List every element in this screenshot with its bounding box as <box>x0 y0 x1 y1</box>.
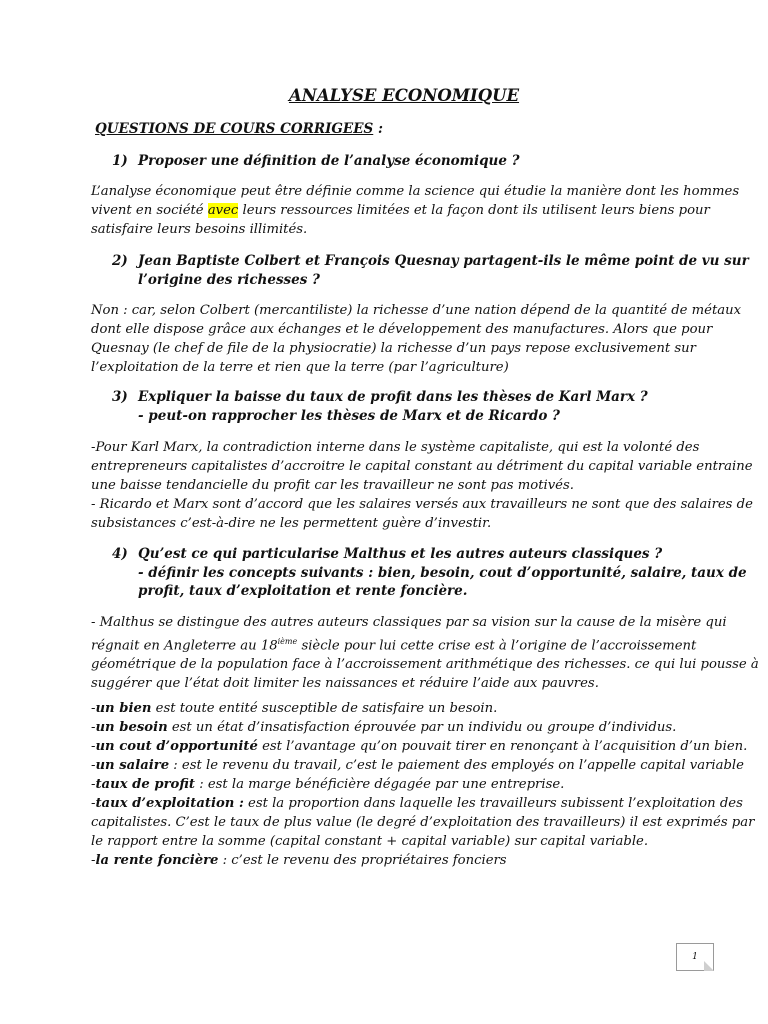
definition-text: est un état d’insatisfaction éprouvée par un individu ou groupe d’individus. <box>167 720 677 735</box>
definition-item <box>91 794 743 813</box>
question-text: l’origine des richesses ? <box>138 271 320 288</box>
question-number: 1) <box>112 153 128 169</box>
answer-line: - Ricardo et Marx sont d’accord que les salaires versés aux travailleurs ne sont que des salaires de <box>91 497 753 512</box>
answer-fragment: siècle pour lui cette crise est à l’origine de l’accroissement <box>297 638 697 654</box>
answer-line: une baisse tendancielle du profit car les travailleur ne sont pas motivés. <box>91 478 574 493</box>
page-number: 1 <box>692 952 698 962</box>
definition-dash: - <box>91 796 96 811</box>
definition-continuation: capitalistes. C’est le taux de plus value (le degré d’exploitation des travailleurs) il est exprimés par <box>91 815 755 830</box>
definition-item <box>91 718 691 737</box>
definition-item <box>91 737 748 756</box>
definition-dash: - <box>91 853 96 868</box>
definition-dash: - <box>91 739 96 754</box>
page-title: ANALYSE ECONOMIQUE <box>288 86 520 105</box>
definition-term: taux d’exploitation : <box>95 796 244 811</box>
definitions-list <box>91 699 755 870</box>
answer-line: l’exploitation de la terre et rien que la terre (par l’agriculture) <box>91 360 509 375</box>
definition-text: est la proportion dans laquelle les travailleurs subissent l’exploitation des <box>243 796 743 811</box>
answer-line: satisfaire leurs besoins illimités. <box>91 222 308 237</box>
question-number: 2) <box>112 253 128 269</box>
definition-dash: - <box>91 701 96 716</box>
question-4 <box>112 545 747 601</box>
answer-2 <box>91 301 742 377</box>
definition-term: un besoin <box>95 720 168 735</box>
question-text: Expliquer la baisse du taux de profit dans les thèses de Karl Marx ? <box>138 389 648 405</box>
superscript: ième <box>277 637 298 646</box>
question-text: Proposer une définition de l’analyse économique ? <box>138 153 520 169</box>
answer-line: géométrique de la population face à l’accroissement arithmétique des richesses. ce qui lui pousse à <box>91 657 759 673</box>
definition-dash: - <box>91 758 96 773</box>
page-curl-icon <box>704 961 714 971</box>
answer-fragment: régnait en Angleterre au 18 <box>91 638 278 654</box>
page-number-box <box>676 943 714 971</box>
definition-dash: - <box>91 720 96 735</box>
answer-line <box>91 632 697 655</box>
definition-item <box>91 851 691 870</box>
question-text: profit, taux d’exploitation et rente foncière. <box>138 583 468 599</box>
definition-term: un bien <box>95 701 152 716</box>
question-text: - peut-on rapprocher les thèses de Marx et de Ricardo ? <box>138 407 560 424</box>
question-1 <box>112 152 520 171</box>
answer-line: dont elle dispose grâce aux échanges et le développement des manufactures. Alors que pour <box>91 322 713 337</box>
definition-term: un cout d’opportunité <box>95 739 258 754</box>
answer-line: suggérer que l’état doit limiter les naissances et réduire l’aide aux pauvres. <box>91 676 599 692</box>
definition-continuation: le rapport entre la somme (capital constant + capital variable) sur capital variable. <box>91 834 649 849</box>
answer-fragment: leurs ressources limitées et la façon dont ils utilisent leurs biens pour <box>238 203 710 218</box>
highlighted-word: avec <box>207 203 239 218</box>
definition-term: un salaire <box>95 758 170 773</box>
question-text: Jean Baptiste Colbert et François Quesnay partagent-ils le même point de vu sur <box>138 253 749 269</box>
definition-text: : c’est le revenu des propriétaires fonciers <box>218 853 507 868</box>
answer-4 <box>91 613 759 693</box>
definition-item <box>91 699 691 718</box>
answer-line: -Pour Karl Marx, la contradiction interne dans le système capitaliste, qui est la volonté des <box>91 440 700 455</box>
question-number: 4) <box>112 546 128 562</box>
answer-fragment: vivent en société <box>91 203 208 218</box>
definition-item <box>91 756 744 775</box>
answer-line: subsistances c’est-à-dire ne les permettent guère d’investir. <box>91 516 492 531</box>
question-2 <box>112 252 749 289</box>
question-text: - définir les concepts suivants : bien, besoin, cout d’opportunité, salaire, taux de <box>138 564 747 581</box>
answer-1 <box>91 182 740 239</box>
definition-text: : est le revenu du travail, c’est le paiement des employés on l’appelle capital variable <box>169 758 744 773</box>
question-3 <box>112 388 648 425</box>
section-subtitle <box>95 121 383 137</box>
answer-line <box>91 201 710 220</box>
answer-line: entrepreneurs capitalistes d’accroitre le capital constant au détriment du capital variable entraine <box>91 459 753 474</box>
definition-term: taux de profit <box>95 777 195 792</box>
definition-text: est l’avantage qu’on pouvait tirer en renonçant à l’acquisition d’un bien. <box>257 739 748 754</box>
answer-3 <box>91 438 753 533</box>
definition-text: est toute entité susceptible de satisfaire un besoin. <box>151 701 498 716</box>
subtitle-text: QUESTIONS DE COURS CORRIGEES <box>95 121 374 137</box>
answer-line: - Malthus se distingue des autres auteurs classiques par sa vision sur la cause de la misère qui <box>91 615 727 630</box>
definition-item <box>91 775 691 794</box>
definition-text: : est la marge bénéficière dégagée par une entreprise. <box>195 777 565 792</box>
answer-line: Quesnay (le chef de file de la physiocratie) la richesse d’un pays repose exclusivement sur <box>91 341 696 356</box>
answer-line: Non : car, selon Colbert (mercantiliste) la richesse d’une nation dépend de la quantité de métaux <box>91 303 742 318</box>
question-text: Qu’est ce qui particularise Malthus et les autres auteurs classiques ? <box>138 546 663 562</box>
subtitle-suffix: : <box>373 121 383 137</box>
definition-dash: - <box>91 777 96 792</box>
answer-line: L’analyse économique peut être définie comme la science qui étudie la manière dont les hommes <box>91 184 740 199</box>
definition-term: la rente foncière <box>95 853 219 868</box>
question-number: 3) <box>112 389 128 405</box>
